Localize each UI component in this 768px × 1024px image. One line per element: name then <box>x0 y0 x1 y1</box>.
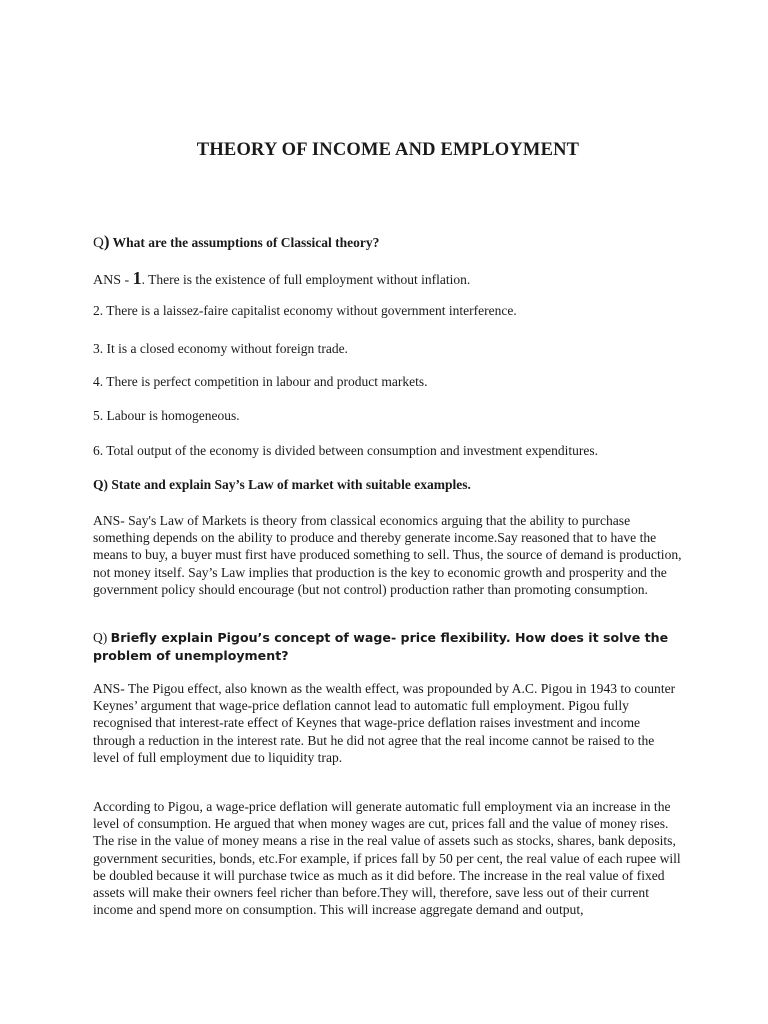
answer-1-item-2: 2. There is a laissez-faire capitalist economy without government interference. <box>93 303 517 318</box>
answer-3-paragraph-2: According to Pigou, a wage-price deflation will generate automatic full employment via an increase in the level of consumption. He argued that when money wages are cut, prices fall and the value of money rises. The rise in the value of money means a rise in the real value of assets such as stocks, shares, bank deposits, government securities, bonds, etc.For example, if prices fall by 50 per cent, the real value of each rupee will be doubled because it will purchase twice as much as it did before. The increase in the real value of fixed assets will make their owners feel richer than before.They will, therefore, save less out of their current income and spend more on consumption. This will increase aggregate demand and output, <box>93 799 681 918</box>
question-1-paren: ) <box>103 232 110 251</box>
answer-1-item-1-text: . There is the existence of full employment without inflation. <box>141 272 471 287</box>
question-3-text: Briefly explain Pigou’s concept of wage- price flexibility. How does it solve the problem of unemployment? <box>93 630 669 663</box>
answer-1-item-5: 5. Labour is homogeneous. <box>93 408 240 423</box>
answer-1-item-3: 3. It is a closed economy without foreign trade. <box>93 341 348 356</box>
question-1 <box>93 232 379 252</box>
question-1-text: What are the assumptions of Classical theory? <box>109 235 380 250</box>
answer-1-number: 1 <box>132 268 142 288</box>
answer-1-item-1 <box>93 268 470 289</box>
question-3 <box>93 629 683 664</box>
answer-2-paragraph: ANS- Say's Law of Markets is theory from classical economics arguing that the ability to purchase something depends on the ability to produce and thereby generate income.Say reasoned that to have the means to buy, a buyer must first have produced something to sell. Thus, the source of demand is production, not money itself. Say’s Law implies that production is the key to economic growth and prosperity and the government policy should encourage (but not control) production rather than promoting consumption. <box>93 513 682 597</box>
question-1-prefix: Q <box>93 235 104 251</box>
answer-3-paragraph: ANS- The Pigou effect, also known as the wealth effect, was propounded by A.C. Pigou in 1943 to counter Keynes’ argument that wage-price deflation cannot lead to automatic full employment. Pigou fully recognised that interest-rate effect of Keynes that wage-price deflation raises investment and income through a reduction in the interest rate. But he did not agree that the real income cannot be raised to the level of full employment due to liquidity trap. <box>93 681 676 765</box>
answer-1-prefix: ANS - <box>93 273 133 288</box>
question-3-prefix: Q) <box>93 630 111 645</box>
question-2: Q) State and explain Say’s Law of market with suitable examples. <box>93 477 471 492</box>
page-title: THEORY OF INCOME AND EMPLOYMENT <box>196 140 580 160</box>
answer-1-item-6: 6. Total output of the economy is divided between consumption and investment expenditures. <box>93 443 598 458</box>
answer-1-item-4: 4. There is perfect competition in labour and product markets. <box>93 374 428 389</box>
